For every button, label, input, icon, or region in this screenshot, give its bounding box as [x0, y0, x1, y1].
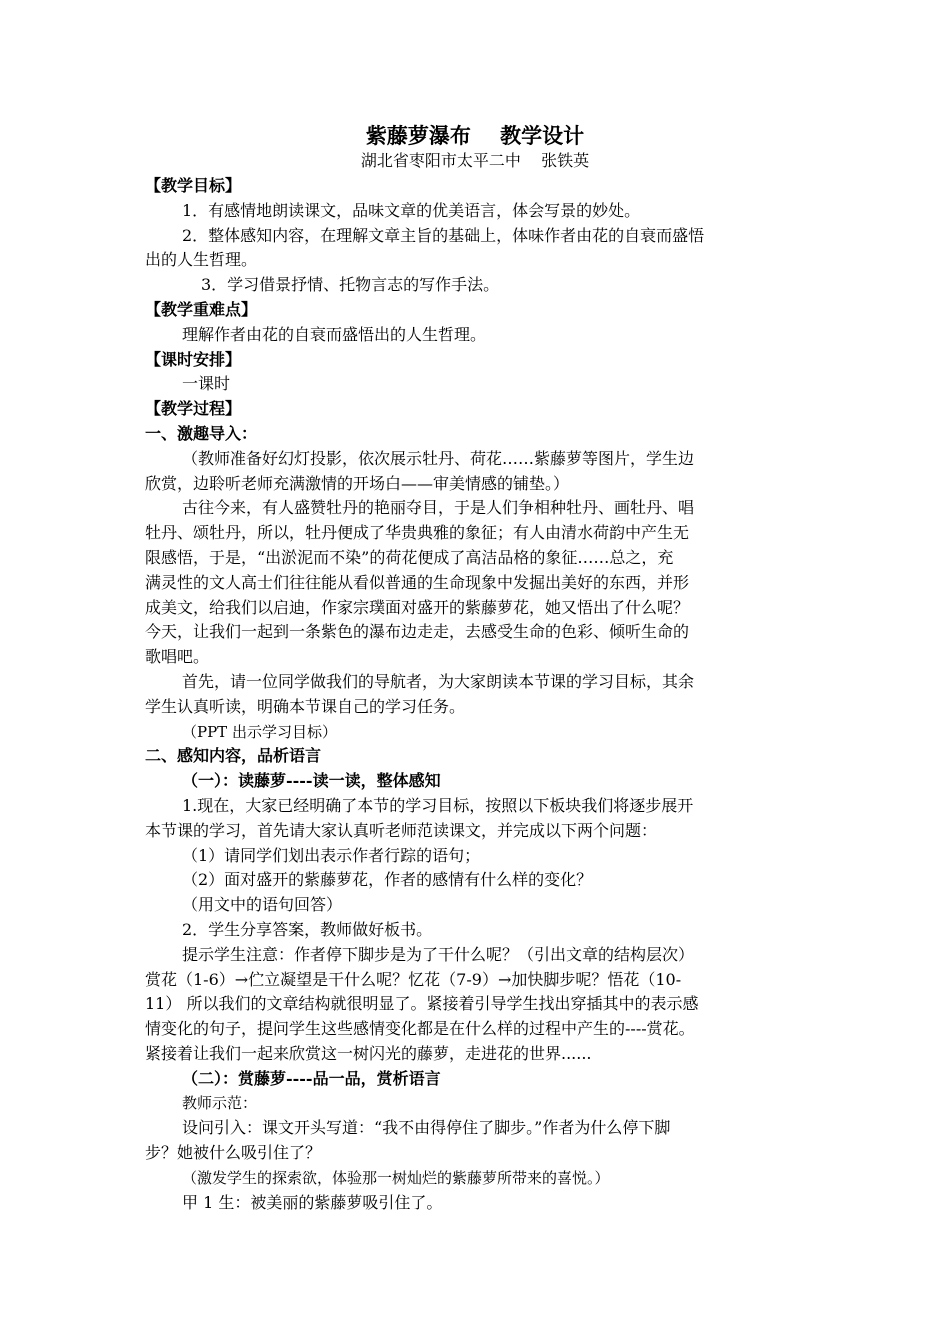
text-line: （1）请同学们划出表示作者行踪的语句； [182, 845, 481, 865]
section-heading: （二）：赏藤萝----品一品，赏析语言 [182, 1068, 441, 1088]
text-line: 赏花（1-6）→伫立凝望是干什么呢？忆花（7-9）→加快脚步呢？悟花（10- [145, 969, 682, 989]
text-line: （2）面对盛开的紫藤萝花，作者的感情有什么样的变化？ [182, 870, 593, 890]
text-line: 理解作者由花的自衰而盛悟出的人生哲理。 [182, 324, 487, 344]
text-line: 出的人生哲理。 [145, 250, 258, 270]
document-author: 湖北省枣阳市太平二中 张铁英 [360, 151, 590, 170]
section-heading: 【教学过程】 [145, 399, 242, 419]
text-line: （教师准备好幻灯投影，依次展示牡丹、荷花……紫藤萝等图片，学生边 [182, 448, 695, 468]
text-line: 3．学习借景抒情、托物言志的写作手法。 [201, 275, 500, 295]
text-line: （用文中的语句回答） [182, 895, 343, 915]
text-line: 学生认真听读，明确本节课自己的学习任务。 [145, 696, 466, 716]
text-line: 2．整体感知内容，在理解文章主旨的基础上，体味作者由花的自衰而盛悟 [182, 225, 705, 245]
section-heading: （一）：读藤萝----读一读，整体感知 [182, 771, 441, 791]
text-line: 歌唱吧。 [145, 647, 210, 667]
text-line: 今天，让我们一起到一条紫色的瀑布边走走，去感受生命的色彩、倾听生命的 [145, 622, 690, 642]
text-line: 一课时 [182, 374, 231, 394]
text-line: 满灵性的文人高士们往往能从看似普通的生命现象中发掘出美好的东西，并形 [145, 572, 690, 592]
section-heading: 【教学重难点】 [145, 299, 258, 319]
text-line: 成美文，给我们以启迪，作家宗璞面对盛开的紫藤萝花，她又悟出了什么呢？ [145, 597, 690, 617]
text-line: （PPT 出示学习目标） [182, 722, 337, 741]
text-line: 步？她被什么吸引住了？ [145, 1143, 322, 1163]
document-body [145, 174, 810, 1215]
section-heading: 一、激趣导入： [145, 423, 258, 443]
text-line: 紧接着让我们一起来欣赏这一树闪光的藤萝，走进花的世界...... [145, 1043, 592, 1063]
text-line: 限感悟，于是，“出淤泥而不染”的荷花便成了高洁品格的象征……总之，充 [145, 547, 674, 567]
text-line: 2．学生分享答案，教师做好板书。 [182, 919, 433, 939]
text-line: （激发学生的探索欲，体验那一树灿烂的紫藤萝所带来的喜悦。） [182, 1168, 610, 1187]
section-heading: 二、感知内容，品析语言 [145, 746, 322, 766]
section-heading: 【课时安排】 [145, 349, 242, 369]
document-title: 紫藤萝瀑布 教学设计 [365, 123, 585, 148]
text-line: 情变化的句子，提问学生这些感情变化都是在什么样的过程中产生的----赏花。 [145, 1019, 695, 1039]
text-line: 设问引入：课文开头写道：“我不由得停住了脚步。”作者为什么停下脚 [182, 1118, 671, 1138]
text-line: 提示学生注意：作者停下脚步是为了干什么呢？（引出文章的结构层次） [182, 944, 695, 964]
text-line: 牡丹、颂牡丹，所以，牡丹便成了华贵典雅的象征；有人由清水荷韵中产生无 [145, 523, 690, 543]
text-line: 甲 1 生：被美丽的紫藤萝吸引住了。 [182, 1192, 443, 1212]
text-line: 本节课的学习，首先请大家认真听老师范读课文，并完成以下两个问题： [145, 820, 658, 840]
text-line: 首先，请一位同学做我们的导航者，为大家朗读本节课的学习目标，其余 [182, 671, 695, 691]
text-line: 欣赏，边聆听老师充满激情的开场白——审美情感的铺垫。） [145, 473, 570, 493]
text-line: 古往今来，有人盛赞牡丹的艳丽夺目，于是人们争相种牡丹、画牡丹、唱 [182, 498, 695, 518]
text-line: 教师示范： [182, 1094, 258, 1113]
text-line: 11） 所以我们的文章结构就很明显了。紧接着引导学生找出穿插其中的表示感 [145, 994, 699, 1014]
section-heading: 【教学目标】 [145, 176, 242, 195]
text-line: 1.现在，大家已经明确了本节的学习目标，按照以下板块我们将逐步展开 [182, 795, 694, 815]
text-line: 1．有感情地朗读课文，品味文章的优美语言，体会写景的妙处。 [182, 200, 641, 220]
